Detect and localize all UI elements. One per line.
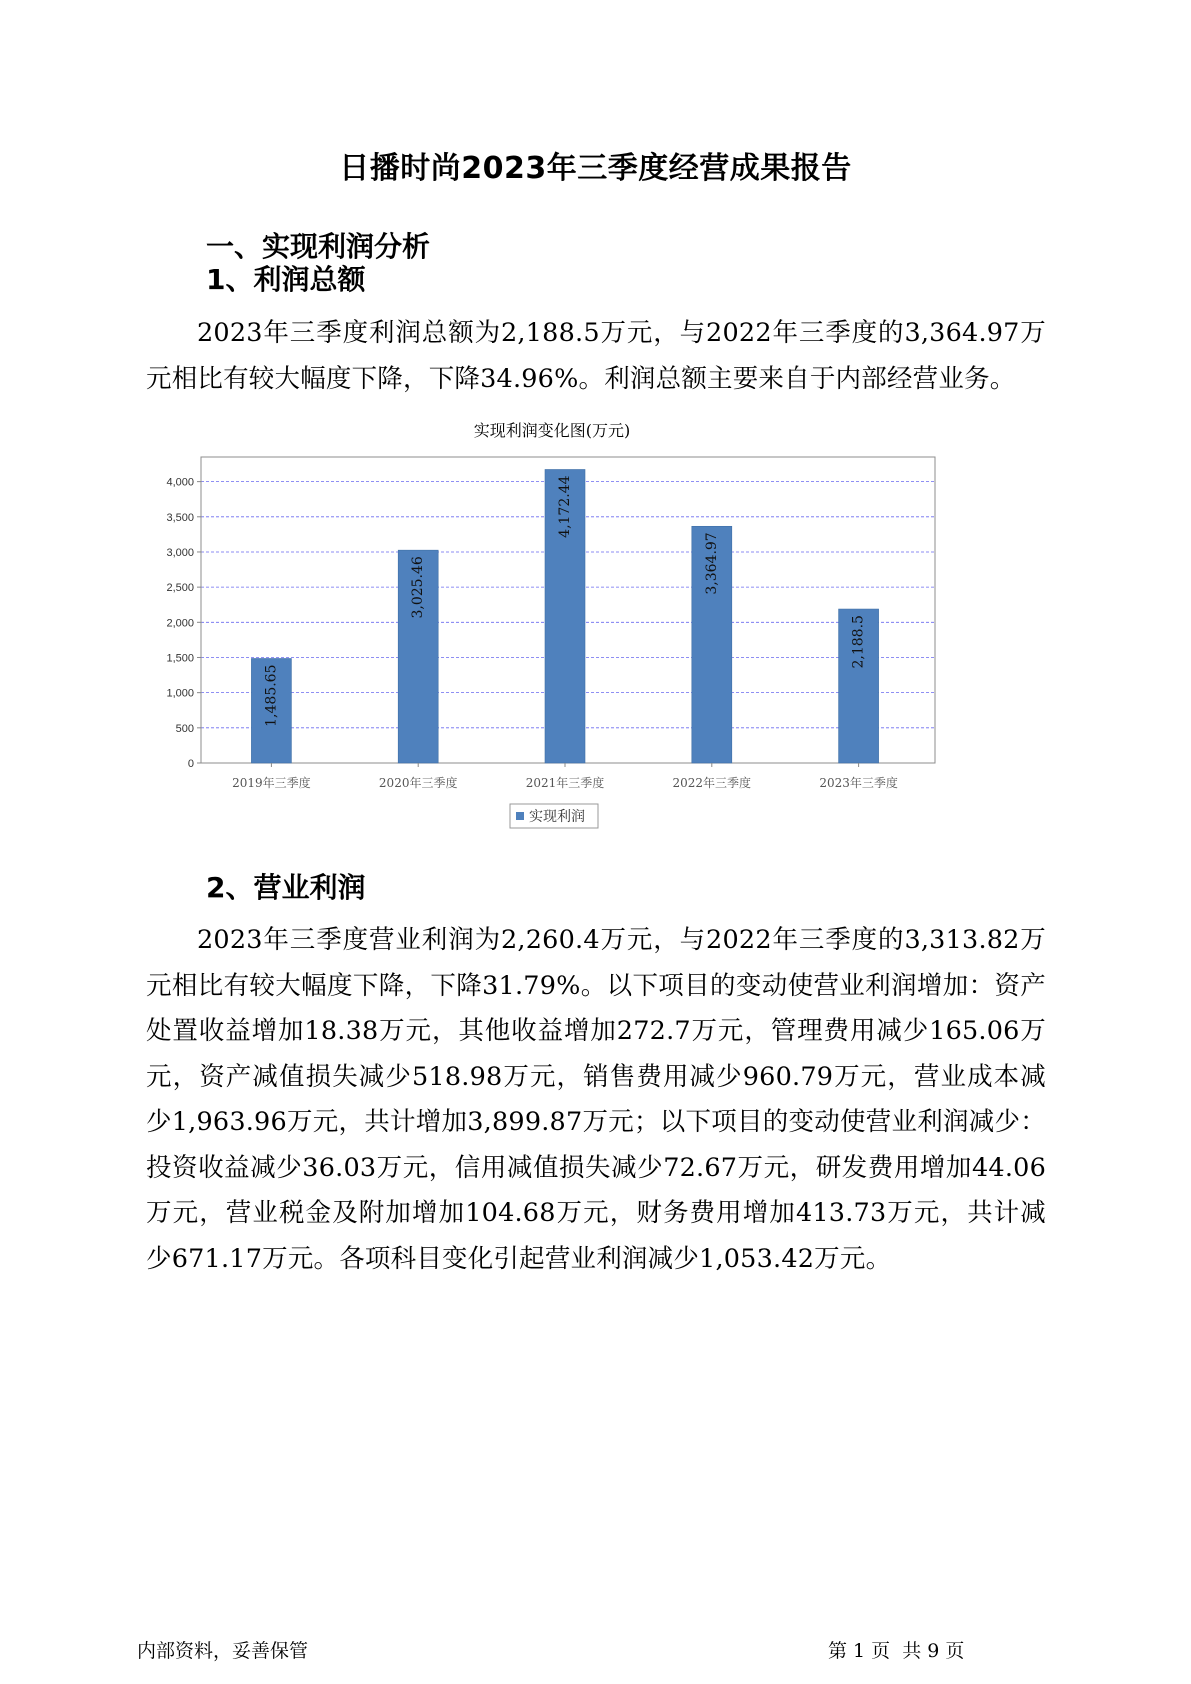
y-tick-label: 3,000: [166, 546, 194, 559]
x-tick-label: 2021年三季度: [525, 776, 605, 790]
y-tick-label: 1,500: [166, 652, 194, 665]
x-tick-label: 2022年三季度: [672, 776, 752, 790]
bar-value-label: 3,364.97: [703, 532, 720, 595]
chart-canvas: [150, 414, 1030, 900]
paragraph-total-profit: 2023年三季度利润总额为2,188.5万元，与2022年三季度的3,364.97万元相比有较大幅度下降，下降34.96%。利润总额主要来自于内部经营业务。: [146, 318, 1046, 394]
x-axis-ticks: [232, 763, 898, 790]
footer-page-number: 第 1 页 共 9 页: [828, 1640, 965, 1662]
x-tick-label: 2020年三季度: [378, 776, 458, 790]
chart-legend: [510, 804, 598, 828]
y-tick-label: 2,000: [166, 617, 194, 630]
profit-bar-chart: [150, 414, 1030, 900]
x-tick-label: 2023年三季度: [819, 776, 898, 790]
chart-title: 实现利润变化图(万元): [473, 421, 631, 440]
y-tick-label: 2,500: [166, 582, 194, 595]
y-tick-label: 500: [175, 722, 194, 735]
subheading-operating-profit: 2、营业利润: [206, 871, 366, 904]
y-tick-label: 4,000: [166, 476, 194, 489]
section-heading-profit-analysis: 一、实现利润分析: [206, 230, 431, 263]
bar-value-label: 1,485.65: [263, 664, 280, 727]
y-axis-ticks: [166, 477, 201, 770]
x-tick-label: 2019年三季度: [232, 776, 311, 790]
legend-label: 实现利润: [529, 809, 585, 825]
subheading-total-profit: 1、利润总额: [206, 263, 366, 296]
footer-confidential-note: 内部资料，妥善保管: [137, 1640, 309, 1662]
bar-value-label: 3,025.46: [410, 556, 427, 619]
bars: [251, 469, 878, 763]
bar-value-label: 4,172.44: [557, 475, 573, 538]
legend-swatch: [516, 812, 524, 820]
paragraph-operating-profit: 2023年三季度营业利润为2,260.4万元，与2022年三季度的3,313.82万元相比有较大幅度下降，下降31.79%。以下项目的变动使营业利润增加：资产处置收益增加18.38万元，其他收益增加272.7万元，管理费用减少165.06万元，资产减值损失减少518.98万元，销售费用减少960.79万元，营业成本减少1,963.96万元，共计增加3,899.87万元；以下项目的变动使营业利润减少：投资收益减少36.03万元，信用减值损失减少72.67万元，研发费用增加44.06万元，营业税金及附加增加104.68万元，财务费用增加413.73万元，共计减少671.17万元。各项科目变化引起营业利润减少1,053.42万元。: [146, 925, 1046, 1274]
y-tick-label: 1,000: [166, 687, 194, 700]
y-tick-label: 3,500: [166, 511, 194, 524]
report-title: 日播时尚2023年三季度经营成果报告: [339, 151, 852, 186]
bar-value-label: 2,188.5: [850, 615, 867, 669]
y-tick-label: 0: [187, 758, 194, 770]
